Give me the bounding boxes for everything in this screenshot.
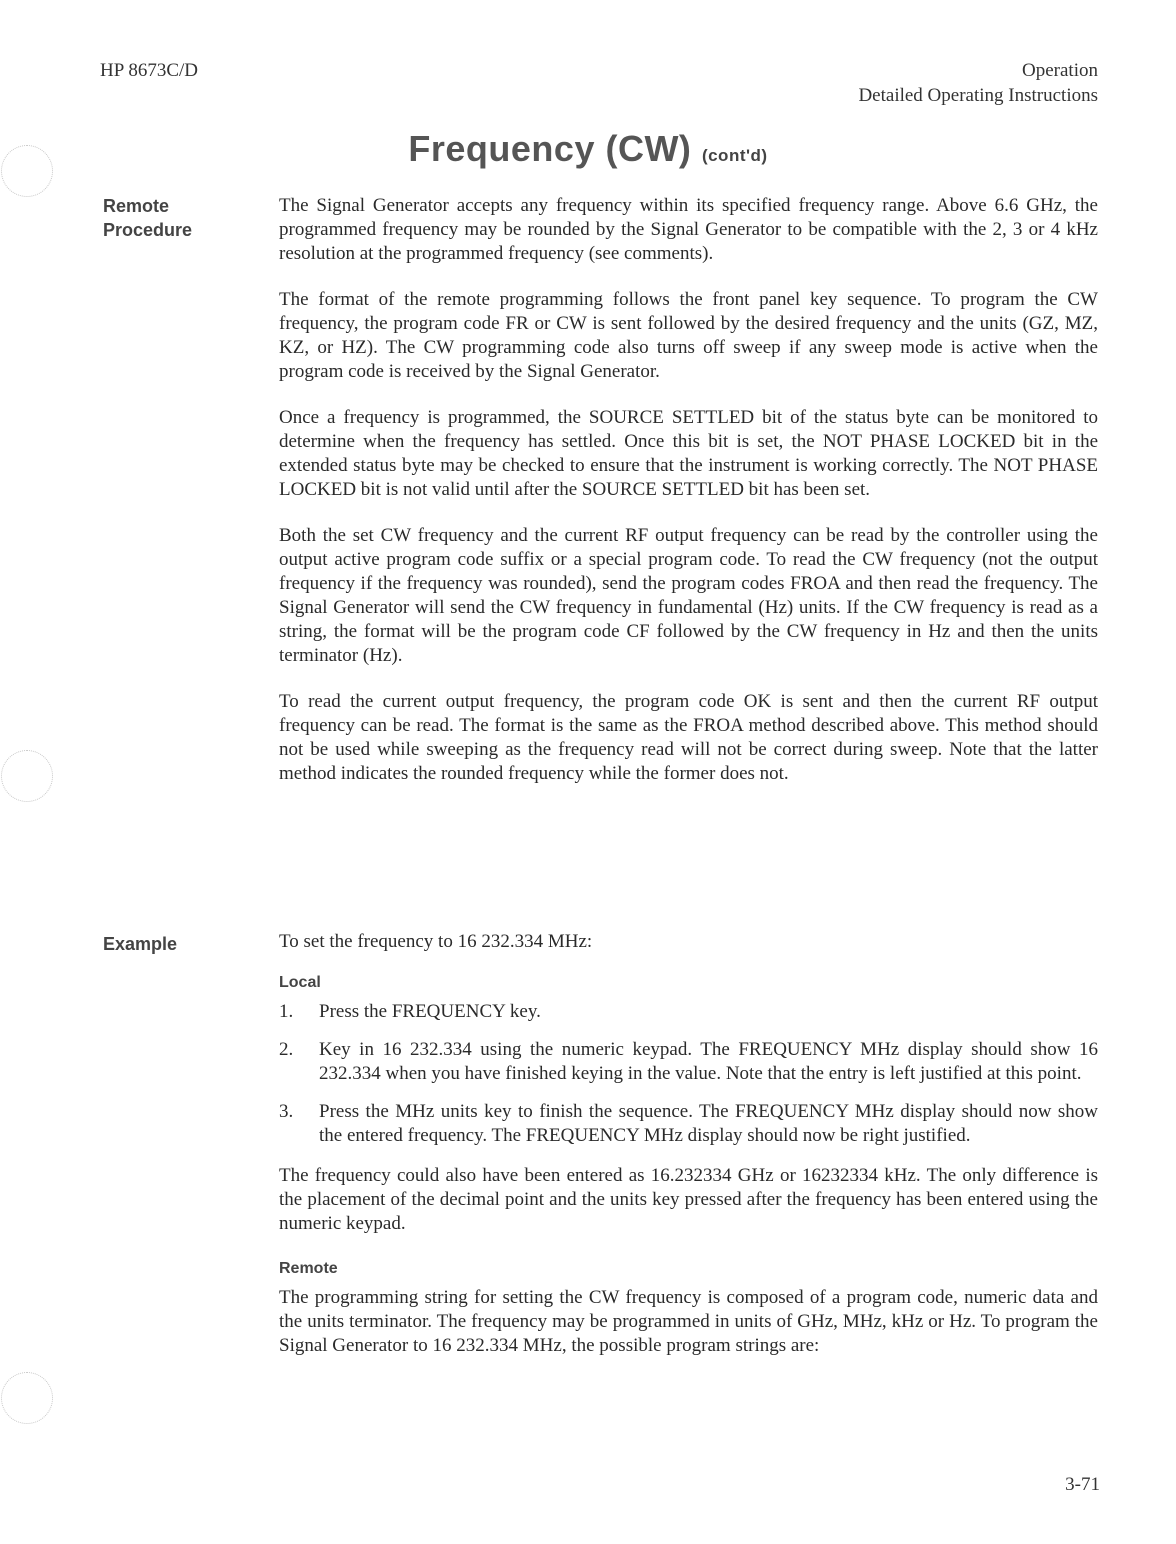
- step-text: Key in 16 232.334 using the numeric keypad. The FREQUENCY MHz display should show 16 232.334 when you have finished keying in the value. Note that the entry is left justified at this point.: [319, 1039, 1098, 1084]
- header-section-title: Operation: [1022, 60, 1098, 81]
- step-text: Press the FREQUENCY key.: [319, 1001, 541, 1022]
- remote-text: The programming string for setting the CW frequency is composed of a program code, numeric data and the units terminator. The frequency may be programmed in units of GHz, MHz, kHz or Hz. To program the Signal Generator to 16 232.334 MHz, the possible program strings are:: [279, 1287, 1098, 1356]
- header-model: HP 8673C/D: [100, 60, 199, 81]
- step-number: 2.: [279, 1039, 294, 1060]
- paragraph: Once a frequency is programmed, the SOURCE SETTLED bit of the status byte can be monitored to determine when the frequency has settled. Once this bit is set, the NOT PHASE LOCKED bit in the extended status byte may be checked to ensure that the instrument is working correctly. The NOT PHASE LOCKED bit is not valid until after the SOURCE SETTLED bit has been set.: [279, 407, 1098, 500]
- step-number: 1.: [279, 1001, 294, 1022]
- sidebar-remote-procedure: [103, 194, 192, 242]
- sidebar-procedure-label: Procedure: [103, 220, 193, 240]
- sidebar-remote-label: Remote: [103, 196, 170, 216]
- page-title: [0, 128, 1176, 170]
- binder-hole-top: [1, 145, 53, 197]
- binder-hole-bottom: [1, 1372, 53, 1424]
- paragraph: The format of the remote programming follows the front panel key sequence. To program the CW frequency, the program code FR or CW is sent followed by the desired frequency and the units (GZ, MZ, KZ, or HZ). The CW programming code also turns off sweep if any sweep mode is active when the program code is received by the Signal Generator.: [279, 289, 1098, 382]
- paragraph: To read the current output frequency, the program code OK is sent and then the current RF output frequency can be read. The format is the same as the FROA method described above. This method should not be used while sweeping as the frequency read will not be correct during sweep. Note that the latter method indicates the rounded frequency while the former does not.: [279, 691, 1098, 784]
- header-subsection-title: Detailed Operating Instructions: [858, 85, 1098, 106]
- step-number: 3.: [279, 1101, 294, 1122]
- list-item: [279, 1100, 1098, 1148]
- sidebar-example: Example: [103, 934, 178, 954]
- page-title-main: Frequency (CW): [408, 128, 692, 169]
- list-item: [279, 1000, 1098, 1024]
- list-item: [279, 1038, 1098, 1086]
- remote-heading: Remote: [279, 1260, 338, 1277]
- paragraph: Both the set CW frequency and the current RF output frequency can be read by the controller using the output active program code suffix or a special program code. To read the CW frequency (not the output frequency if the frequency was rounded), send the program codes FROA and then read the frequency. The Signal Generator will send the CW frequency in fundamental (Hz) units. If the CW frequency is read as a string, the format will be the program code CF followed by the CW frequency in Hz and then the units terminator (Hz).: [279, 525, 1098, 666]
- binder-hole-middle: [1, 750, 53, 802]
- local-note: The frequency could also have been entered as 16.232334 GHz or 16232334 kHz. The only difference is the placement of the decimal point and the units key pressed after the frequency has been entered using the numeric keypad.: [279, 1165, 1098, 1234]
- step-text: Press the MHz units key to finish the sequence. The FREQUENCY MHz display should now show the entered frequency. The FREQUENCY MHz display should now be right justified.: [319, 1101, 1098, 1146]
- page-number: 3-71: [1065, 1474, 1100, 1495]
- local-heading: Local: [279, 974, 321, 991]
- paragraph: The Signal Generator accepts any frequency within its specified frequency range. Above 6.6 GHz, the programmed frequency may be rounded by the Signal Generator to be compatible with the 2, 3 or 4 kHz resolution at the programmed frequency (see comments).: [279, 195, 1098, 264]
- page-title-suffix: (cont'd): [701, 146, 768, 165]
- example-section: [279, 930, 1098, 1380]
- remote-procedure-section: [279, 194, 1098, 808]
- example-intro: To set the frequency to 16 232.334 MHz:: [279, 931, 593, 952]
- header-section: [858, 58, 1098, 108]
